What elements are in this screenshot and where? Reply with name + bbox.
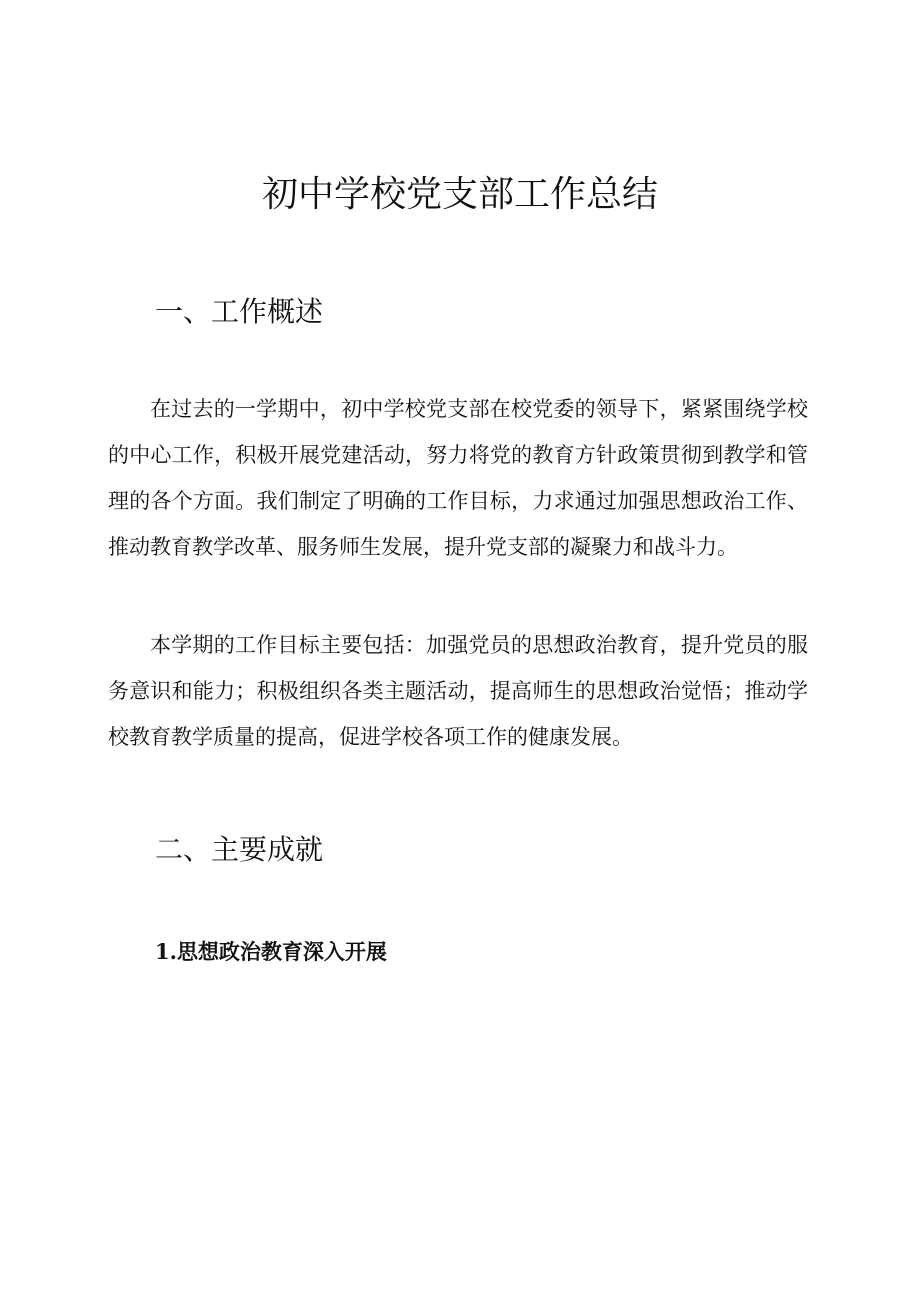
section-heading-overview: 一、工作概述 [155,295,324,328]
paragraph-overview-2: 本学期的工作目标主要包括：加强党员的思想政治教育，提升党员的服务意识和能力；积极组织各类主题活动，提高师生的思想政治觉悟；推动学校教育教学质量的提高，促进学校各项工作的健康发展。 [108,633,808,749]
section-heading-achievements: 二、主要成就 [155,833,324,866]
paragraph-overview-1: 在过去的一学期中，初中学校党支部在校党委的领导下，紧紧围绕学校的中心工作，积极开展党建活动，努力将党的教育方针政策贯彻到教学和管理的各个方面。我们制定了明确的工作目标，力求通过加强思想政治工作、推动教育教学改革、服务师生发展，提升党支部的凝聚力和战斗力。 [108,397,808,559]
document-title: 初中学校党支部工作总结 [261,174,658,215]
subheading-ideological-education: 1.思想政治教育深入开展 [155,939,387,964]
